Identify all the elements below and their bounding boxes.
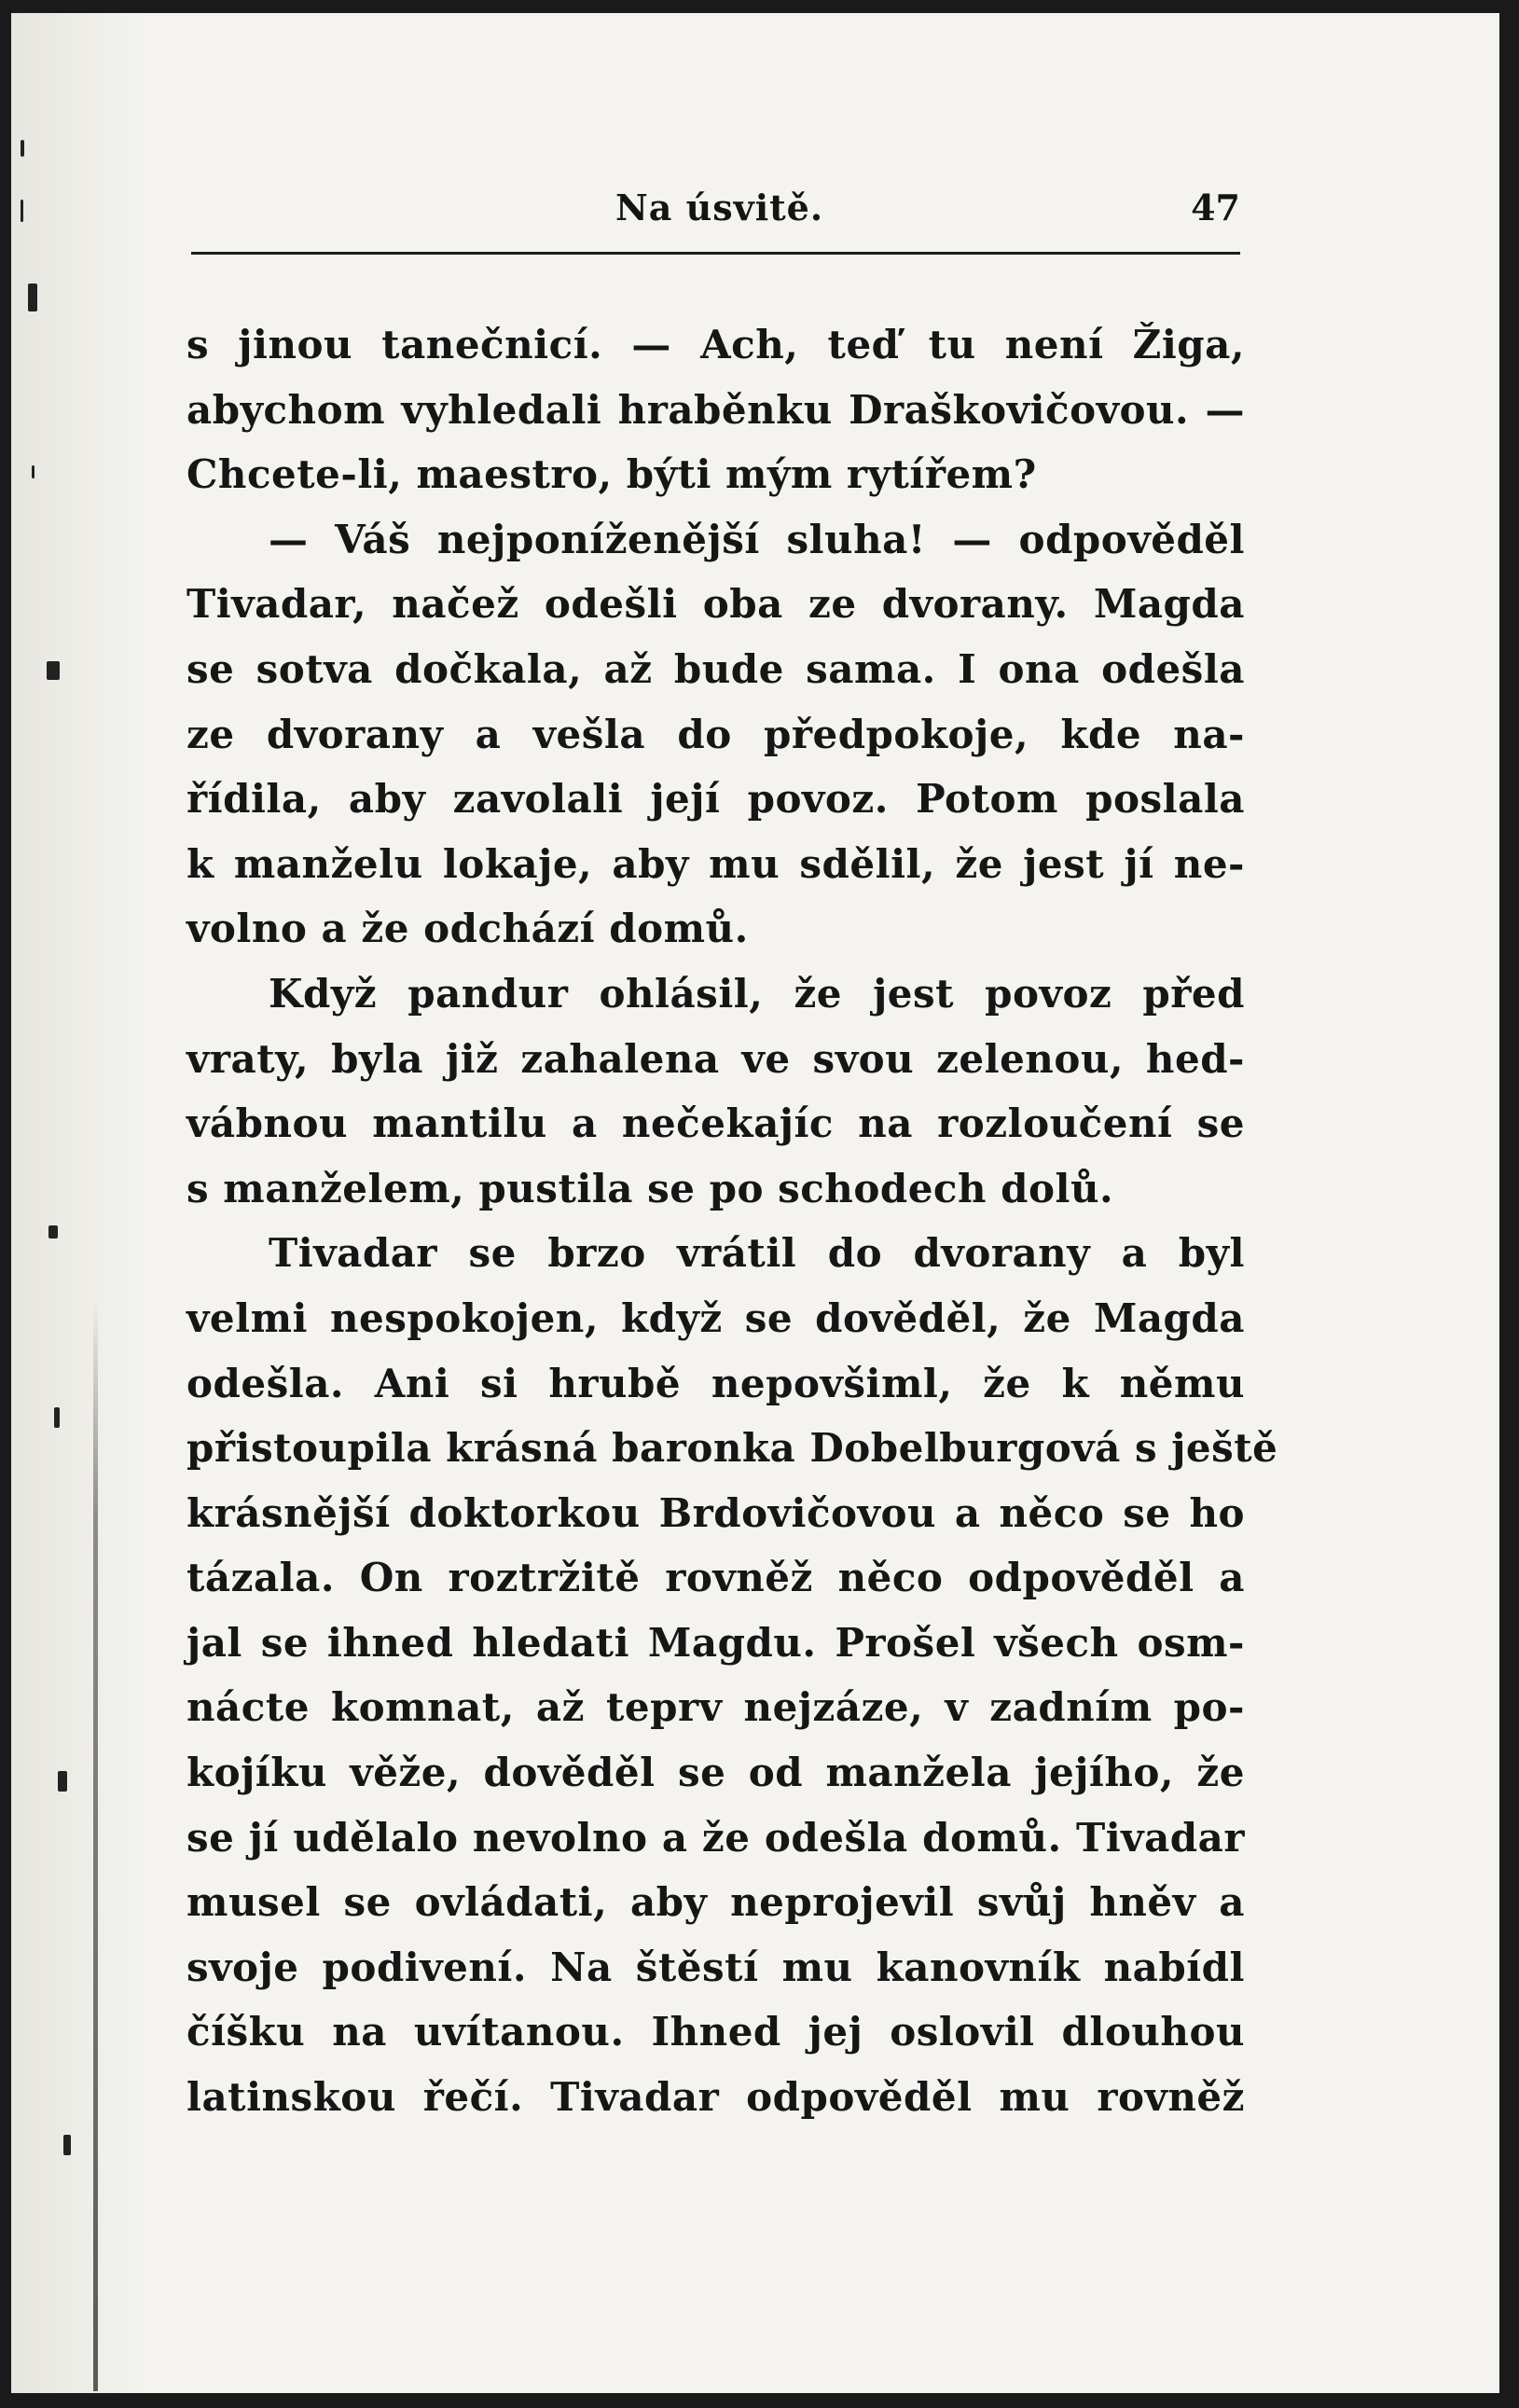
text-line: volno a že odchází domů. — [186, 906, 749, 952]
text-line: tázala. On roztržitě rovněž něco odpověděl a — [186, 1555, 1245, 1601]
page-fold-shadow — [93, 1300, 98, 2391]
text-line: Když pandur ohlásil, že jest povoz před — [269, 970, 1245, 1017]
text-line: odešla. Ani si hrubě nepovšiml, že k němu — [186, 1360, 1245, 1406]
page-number: 47 — [1191, 187, 1240, 228]
text-line: Chcete-li, maestro, býti mým rytířem? — [186, 451, 1037, 498]
text-line: vraty, byla již zahalena ve svou zelenou, hed- — [186, 1035, 1245, 1082]
text-line: ze dvorany a vešla do předpokoje, kde na- — [186, 711, 1245, 757]
scan-speck — [47, 661, 60, 680]
body-text — [186, 312, 1278, 2130]
page-gutter — [11, 13, 151, 2393]
text-line: řídila, aby zavolali její povoz. Potom poslala — [186, 776, 1245, 823]
scan-speck — [21, 140, 24, 157]
scan-speck — [21, 200, 23, 222]
text-line: Tivadar, načež odešli oba ze dvorany. Magda — [186, 581, 1245, 628]
text-line: velmi nespokojen, když se dověděl, že Magda — [186, 1294, 1245, 1341]
text-line: latinskou řečí. Tivadar odpověděl mu rovněž — [186, 2074, 1245, 2121]
text-line: svoje podivení. Na štěstí mu kanovník nabídl — [186, 1944, 1245, 1990]
running-title: Na úsvitě. — [615, 187, 824, 228]
scan-speck — [54, 1407, 60, 1428]
page-header — [191, 187, 1240, 252]
text-line: přistoupila krásná baronka Dobelburgová s ještě — [186, 1425, 1278, 1472]
text-line: kojíku věže, dověděl se od manžela jejího, že — [186, 1750, 1245, 1796]
text-line: k manželu lokaje, aby mu sdělil, že jest jí ne- — [186, 840, 1245, 887]
scan-speck — [63, 2135, 71, 2155]
scan-speck — [58, 1771, 67, 1792]
text-line: číšku na uvítanou. Ihned jej oslovil dlouhou — [186, 2009, 1245, 2055]
scan-speck — [48, 1225, 58, 1239]
scan-speck — [28, 284, 37, 311]
scan-speck — [32, 465, 35, 478]
text-line: s jinou tanečnicí. — Ach, teď tu není Žiga, — [186, 322, 1245, 367]
text-line: se sotva dočkala, až bude sama. I ona odešla — [186, 645, 1245, 692]
text-line: krásnější doktorkou Brdovičovou a něco se ho — [186, 1489, 1245, 1536]
text-line: nácte komnat, až teprv nejzáze, v zadním po- — [186, 1684, 1245, 1731]
text-line: s manželem, pustila se po schodech dolů. — [186, 1165, 1114, 1211]
text-line: — Váš nejponíženější sluha! — odpověděl — [269, 516, 1245, 562]
header-rule — [191, 252, 1240, 255]
text-line: vábnou mantilu a nečekajíc na rozloučení se — [186, 1100, 1245, 1147]
text-line: se jí udělalo nevolno a že odešla domů. Tivadar — [186, 1814, 1245, 1861]
text-line: abychom vyhledali hraběnku Draškovičovou. — — [186, 386, 1245, 433]
text-line: Tivadar se brzo vrátil do dvorany a byl — [269, 1230, 1245, 1277]
text-line: musel se ovládati, aby neprojevil svůj hněv a — [186, 1879, 1245, 1926]
text-line: jal se ihned hledati Magdu. Prošel všech osm- — [186, 1619, 1245, 1666]
